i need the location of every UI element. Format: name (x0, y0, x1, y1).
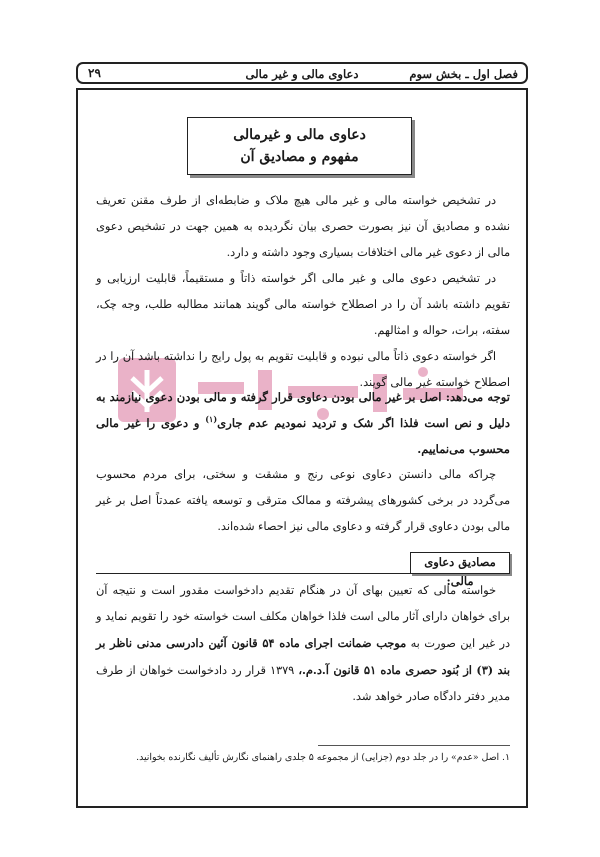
header-title: دعاوی مالی و غیر مالی (245, 67, 359, 81)
footnote: ۱. اصل «عدم» را در جلد دوم (جزایی) از مجموعه ۵ جلدی راهنمای نگارش تألیف نگارنده بخوانید. (136, 752, 510, 763)
chapter-title-box (187, 117, 412, 175)
header-section: فصل اول ـ بخش سوم (409, 67, 518, 81)
page-number: ۲۹ (88, 66, 101, 80)
subsection-heading: مصادیق دعاوی مالی: (410, 552, 510, 574)
chapter-subtitle: مفهوم و مصادیق آن (240, 149, 359, 165)
subsection-text-bold: موجب ضمانت اجرای ماده ۵۴ قانون آئین دادرسی مدنی ناظر بر بند (۳) از بُنود حصری ماده ۵۱ قانون آ.د.م.، (96, 636, 510, 677)
subsection-text-b: ۱۳۷۹ قرار رد دادخواست خواهان از طرف مدیر دفتر دادگاه صادر خواهد شد. (96, 664, 510, 703)
paragraph-3: اگر خواسته دعوی ذاتاً مالی نبوده و قابلیت تقویم به پول رایج را نداشته باشد آن را در اصطلاح خواسته غیر مالی گویند. (96, 350, 510, 389)
subsection-text-a: خواسته مالی که تعیین بهای آن در هنگام تقدیم دادخواست مقدور است و نتیجه آن برای خواهان دارای آثار مالی است فلذا خواهان مکلف است خواسته خود را تقویم نماید و در غیر این صورت به (96, 584, 510, 650)
paragraph-4-note (96, 384, 510, 462)
footnote-marker: (۱) (205, 414, 218, 425)
paragraph-2: در تشخیص دعوی مالی و غیر مالی اگر خواسته ذاتاً و مستقیماً، قابلیت ارزیابی و تقویم داشته باشد آن را در اصطلاح خواسته مالی گویند همانند مطالبه طلب، وجه چک، سفته، برات، حواله و امثالهم. (96, 272, 510, 337)
note-text-b: و دعوی را غیر مالی محسوب می‌نماییم. (96, 416, 510, 456)
paragraph-1: در تشخیص خواسته مالی و غیر مالی هیچ ملاک و ضابطه‌ای از طرف مقنن تعریف نشده و مصادیق آن نیز بصورت حصری بیان نگردیده به همین جهت در تشخیص دعوی مالی از دعوی غیر مالی اختلافات بسیاری وجود داشته و دارد. (96, 194, 510, 259)
chapter-title: دعاوی مالی و غیرمالی (233, 127, 366, 143)
paragraph-5: چراکه مالی دانستن دعاوی نوعی رنج و مشقت و سختی، برای مردم محسوب می‌گردد در برخی کشورهای پیشرفته و ممالک مترقی و توسعه یافته عمدتاً اصل بر غیر مالی بودن دعاوی قرار گرفته و دعاوی مالی نیز احصاء شده‌اند. (96, 468, 510, 533)
subsection-rule (96, 573, 411, 574)
running-header (76, 62, 528, 84)
paragraph-6 (96, 578, 510, 710)
footnote-rule (318, 745, 510, 746)
note-text-a: توجه می‌دهد: اصل بر غیر مالی بودن دعاوی قرار گرفته و مالی بودن دعوی نیازمند به دلیل و نص است فلذا اگر شک و تردید نمودیم عدم جاری (96, 390, 510, 430)
